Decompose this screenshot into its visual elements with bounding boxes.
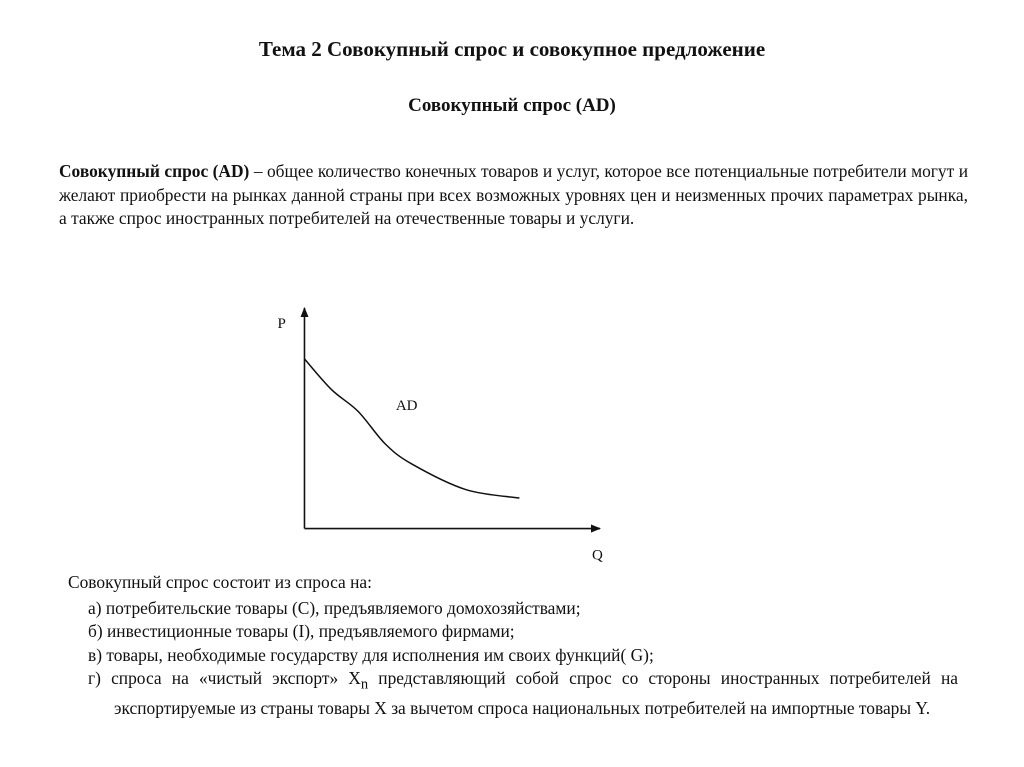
- net-export-after: представляющий собой спрос со стороны иностранных потребителей на экспортируемые из страны товары X за вычетом спроса национальных потребителей на импортные товары Y.: [114, 667, 958, 718]
- list-item: б) инвестиционные товары (I), предъявляемого фирмами;: [88, 621, 515, 642]
- page-title: Тема 2 Совокупный спрос и совокупное предложение: [258, 37, 766, 61]
- y-axis-label: P: [277, 316, 286, 332]
- list-item: в) товары, необходимые государству для исполнения им своих функций( G);: [88, 644, 654, 665]
- net-export-subscript: n: [360, 676, 369, 693]
- net-export-before: г) спроса на «чистый экспорт» X: [88, 667, 361, 688]
- ad-curve: [304, 359, 519, 498]
- x-axis-label: Q: [592, 547, 603, 564]
- ad-curve-label: AD: [395, 397, 418, 414]
- components-list: [88, 597, 958, 720]
- definition-text: – общее количество конечных товаров и услуг, которое все потенциальные потребители могут и желают приобрести на рынках данной страны при всех возможных уровнях цен и неизменных прочих параметрах рынка, а также спрос иностранных потребителей на отечественные товары и услуги.: [59, 161, 968, 228]
- definition-term: Совокупный спрос (AD): [59, 161, 250, 181]
- list-item: а) потребительские товары (С), предъявляемого домохозяйствами;: [88, 598, 581, 618]
- components-intro: Совокупный спрос состоит из спроса на:: [68, 572, 372, 592]
- list-item-net-export: [88, 667, 958, 720]
- section-subtitle: Совокупный спрос (AD): [408, 95, 616, 116]
